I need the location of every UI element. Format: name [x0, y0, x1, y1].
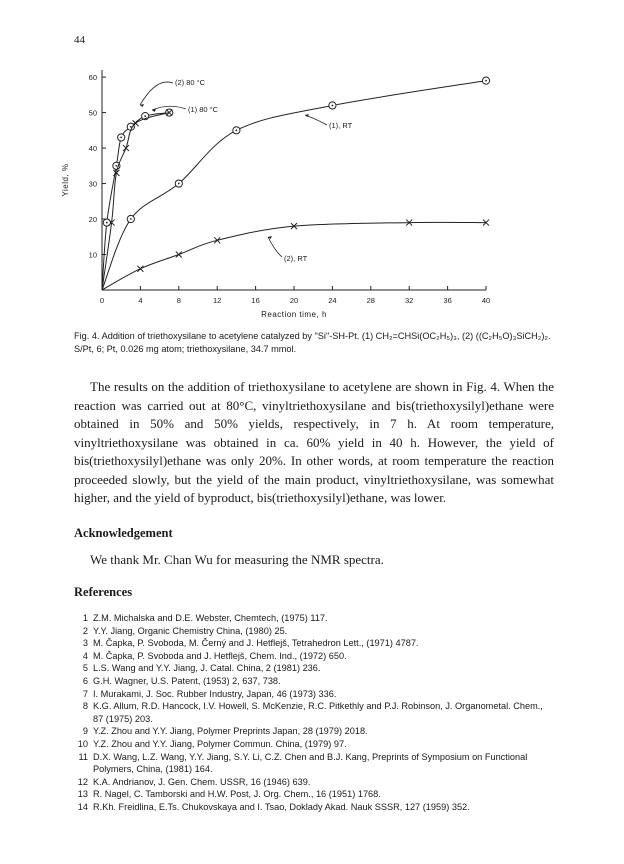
reference-number: 5: [82, 663, 88, 674]
reference-text: Y.Y. Jiang, Organic Chemistry China, (1980) 25.: [93, 625, 288, 636]
reference-text: M. Čapka, P. Svoboda, M. Černý and J. Hetflejš, Tetrahedron Lett., (1971) 4787.: [93, 638, 419, 649]
y-tick-label: 20: [88, 215, 97, 225]
reference-number: 11: [78, 751, 88, 762]
reference-item: [74, 625, 554, 638]
reference-number: 8: [82, 701, 88, 712]
reference-number: 1: [82, 613, 88, 623]
reference-number: 7: [82, 688, 88, 699]
data-point-cross: [214, 237, 220, 243]
reference-text: L.S. Wang and Y.Y. Jiang, J. Catal. China, 2 (1981) 236.: [93, 663, 321, 674]
reference-item: [74, 788, 554, 801]
data-point-dot: [178, 183, 180, 185]
data-point-dot: [130, 218, 132, 220]
acknowledgement-heading: Acknowledgement: [74, 526, 173, 540]
x-tick-label: 28: [366, 296, 375, 305]
reference-number: 2: [82, 625, 88, 636]
reference-number: 14: [77, 801, 88, 812]
series-line: [102, 113, 169, 290]
data-point-dot: [116, 165, 118, 167]
annotation-label: (2) 80 °C: [175, 78, 206, 87]
x-tick-label: 40: [481, 296, 491, 305]
reference-number: 3: [82, 638, 88, 649]
x-tick-label: 0: [99, 296, 105, 305]
data-point-dot: [120, 137, 122, 139]
x-tick-label: 16: [251, 296, 260, 305]
data-point-cross: [133, 120, 139, 126]
reference-item: [74, 801, 554, 814]
reference-item: [74, 688, 554, 701]
reference-item: [74, 738, 554, 751]
reference-text: R.Kh. Freidlina, E.Ts. Chukovskaya and I. Tsao, Doklady Akad. Nauk SSSR, 127 (1959) 352.: [93, 801, 470, 812]
reference-number: 4: [82, 650, 88, 661]
reference-item: [74, 776, 554, 789]
reference-item: [74, 751, 554, 776]
x-tick-label: 36: [443, 296, 452, 305]
y-tick-label: 50: [88, 108, 97, 118]
annotation-arrow: [305, 115, 327, 125]
reference-item: [74, 662, 554, 675]
data-point-dot: [130, 126, 132, 128]
reference-text: Z.M. Michalska and D.E. Webster, Chemtech, (1975) 117.: [93, 613, 328, 623]
reference-item: [74, 675, 554, 688]
annotation-label: (1) 80 °C: [188, 105, 219, 114]
figure-caption: Fig. 4. Addition of triethoxysilane to acetylene catalyzed by "Si"-SH-Pt. (1) CH₂=CHSi(OC₂H₅)₃, (2) ((C₂H₅O)₃SiCH₂)₂. S/Pt, 6; Pt, 0.026 mg atom; triethoxysilane, 34.7 mmol.: [74, 331, 551, 354]
reference-number: 6: [82, 675, 88, 686]
annotation-label: (1), RT: [329, 121, 353, 130]
data-point-dot: [236, 129, 238, 131]
data-point-cross: [137, 266, 143, 272]
data-point-dot: [144, 115, 146, 117]
reference-text: I. Murakami, J. Soc. Rubber Industry, Japan, 46 (1973) 336.: [93, 688, 337, 699]
x-axis-label: Reaction time, h: [261, 310, 327, 319]
y-axis-label: Yield, %: [61, 163, 70, 197]
x-tick-label: 20: [289, 296, 299, 305]
data-point-dot: [332, 105, 334, 107]
reference-item: [74, 612, 554, 625]
x-tick-label: 4: [138, 296, 143, 305]
reference-item: [74, 700, 554, 725]
reference-number: 10: [77, 738, 88, 749]
series-line: [102, 113, 169, 290]
y-tick-label: 10: [88, 250, 97, 260]
reference-number: 13: [77, 789, 88, 800]
data-point-cross: [176, 252, 182, 258]
acknowledgement-text: We thank Mr. Chan Wu for measuring the NMR spectra.: [90, 552, 384, 567]
reference-text: M. Čapka, P. Svoboda and J. Hetflejš, Chem. Ind., (1972) 650.: [93, 650, 347, 661]
reference-number: 12: [77, 776, 88, 787]
y-tick-label: 30: [88, 179, 97, 189]
annotation-label: (2), RT: [284, 254, 308, 263]
page-number: 44: [74, 34, 85, 46]
reference-text: K.A. Andrianov, J. Gen. Chem. USSR, 16 (1946) 639.: [93, 776, 311, 787]
reference-text: Y.Z. Zhou and Y.Y. Jiang, Polymer Preprints Japan, 28 (1979) 2018.: [93, 726, 368, 737]
body-paragraph: The results on the addition of triethoxysilane to acetylene are shown in Fig. 4. When the reaction was carried out at 80°C, vinyltriethoxysilane and bis(triethoxysilyl)ethane were obtained in 50% and 50% yields, respectively, in 7 h. At room temperature, vinyltriethoxysilane was obtained in ca. 60% yield in 40 h. However, the yield of bis(triethoxysilyl)ethane was only 20%. In other words, at room temperature the reaction proceeded slowly, but the yield of the main product, vinyltriethoxysilane, was somewhat higher, and the yield of byproduct, bis(triethoxysilyl)ethane, was lower.: [74, 379, 554, 505]
data-point-cross: [123, 145, 129, 151]
reference-text: Y.Z. Zhou and Y.Y. Jiang, Polymer Commun. China, (1979) 97.: [93, 738, 347, 749]
data-point-dot: [485, 80, 487, 82]
reference-item: [74, 725, 554, 738]
x-tick-label: 12: [213, 296, 222, 305]
x-tick-label: 8: [176, 296, 181, 305]
reference-text: G.H. Wagner, U.S. Patent, (1953) 2, 637, 738.: [93, 675, 281, 686]
y-tick-label: 40: [88, 144, 97, 154]
reference-number: 9: [82, 726, 88, 737]
y-tick-label: 60: [88, 73, 97, 83]
reference-text: R. Nagel, C. Tamborski and H.W. Post, J. Org. Chem., 16 (1951) 1768.: [93, 789, 381, 800]
annotation-arrow: [140, 82, 173, 105]
yield-chart: [50, 55, 520, 319]
reference-text: K.G. Allum, R.D. Hancock, I.V. Howell, S. McKenzie, R.C. Pitkethly and P.J. Robinson, J. Organometal. Chem., 87 (1975) 203.: [93, 701, 543, 724]
x-tick-label: 24: [328, 296, 337, 305]
yield-chart-svg: [50, 55, 520, 319]
annotation-arrow: [268, 237, 282, 257]
reference-item: [74, 637, 554, 650]
x-tick-label: 32: [405, 296, 414, 305]
reference-text: D.X. Wang, L.Z. Wang, Y.Y. Jiang, S.Y. Li, C.Z. Chen and B.J. Kang, Preprints of Symposium on Functional Polymers, China, (1981) 164.: [93, 751, 528, 775]
reference-item: [74, 650, 554, 663]
data-point-dot: [106, 222, 108, 224]
references-heading: References: [74, 585, 133, 599]
reference-list: [74, 612, 554, 814]
